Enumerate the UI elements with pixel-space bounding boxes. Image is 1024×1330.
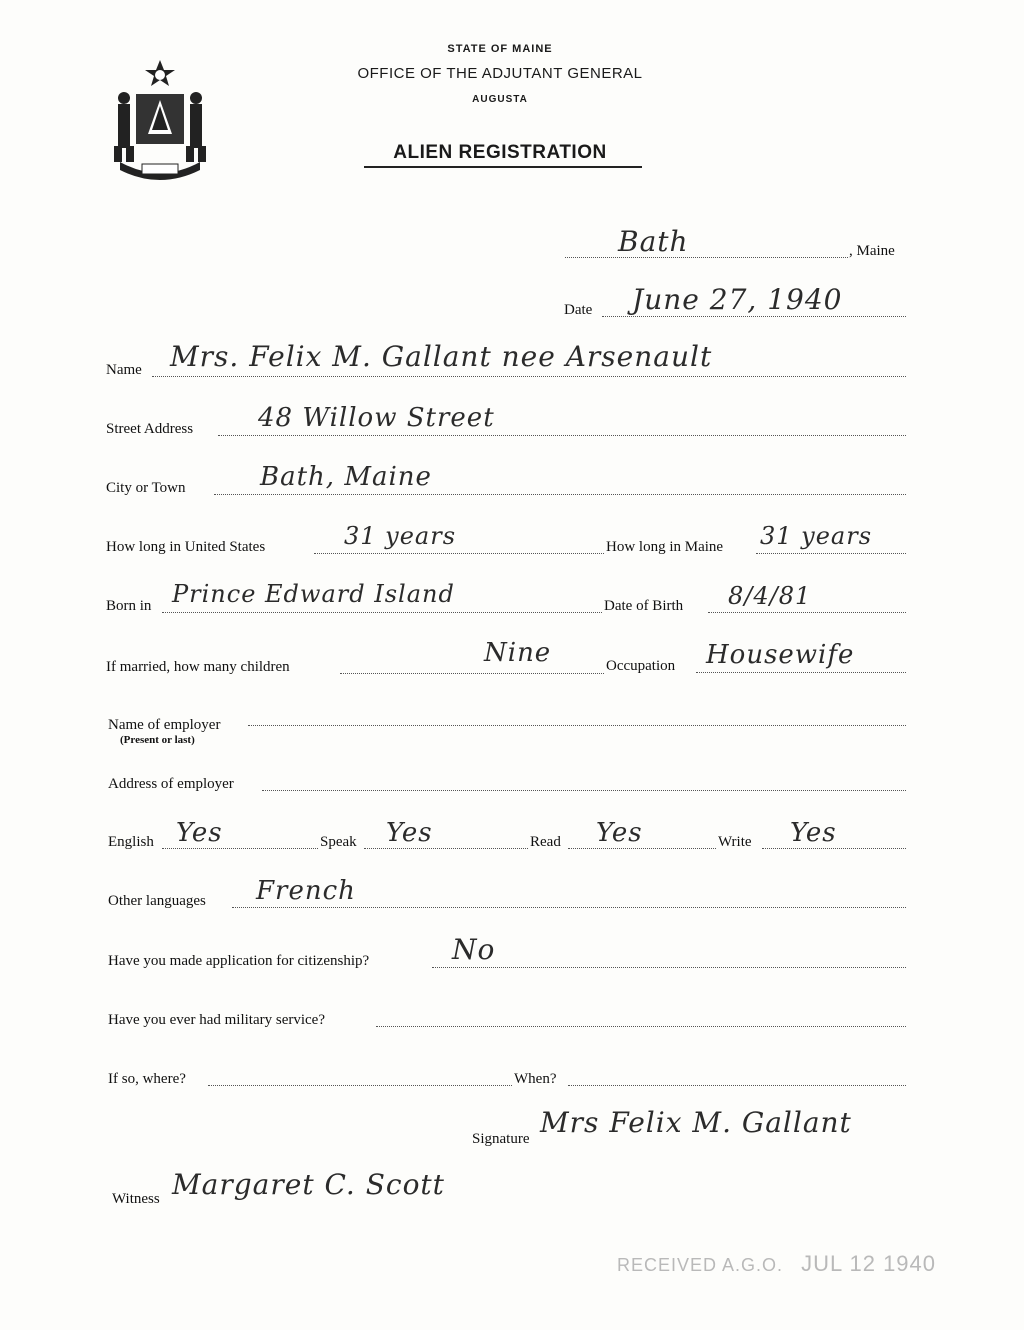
witness-label: Witness [112, 1191, 160, 1207]
name-value: Mrs. Felix M. Gallant nee Arsenault [170, 340, 713, 373]
other-languages-value: French [256, 876, 356, 906]
english-value: Yes [176, 818, 223, 848]
citizenship-label: Have you made application for citizenship? [108, 953, 370, 969]
date-label: Date [564, 302, 593, 318]
write-field-line [762, 848, 906, 849]
occupation-label: Occupation [606, 658, 676, 674]
maine-state-seal-icon [106, 58, 214, 180]
street-field-line [218, 435, 906, 436]
military-field-line [376, 1026, 906, 1027]
children-label: If married, how many children [106, 659, 290, 675]
witness-value: Margaret C. Scott [172, 1168, 445, 1201]
citizenship-value: No [452, 933, 496, 966]
employer-field-line [248, 725, 906, 726]
city-field-line [214, 494, 906, 495]
title-underline [364, 166, 642, 168]
speak-value: Yes [386, 818, 433, 848]
citizenship-field-line [432, 967, 906, 968]
employer-sublabel: (Present or last) [120, 734, 195, 746]
signature-value: Mrs Felix M. Gallant [540, 1106, 852, 1139]
military-label: Have you ever had military service? [108, 1012, 325, 1028]
born-in-label: Born in [106, 598, 152, 614]
received-stamp-date: JUL 12 1940 [801, 1251, 937, 1276]
form-title: ALIEN REGISTRATION [393, 142, 607, 163]
city-value: Bath, Maine [260, 462, 432, 492]
occupation-value: Housewife [706, 640, 855, 670]
city-label: City or Town [106, 480, 186, 496]
how-long-maine-value: 31 years [760, 522, 873, 550]
name-label: Name [106, 362, 142, 378]
children-value: Nine [484, 638, 552, 668]
speak-label: Speak [320, 834, 357, 850]
read-value: Yes [596, 818, 643, 848]
header-state: STATE OF MAINE [447, 43, 553, 55]
date-field-line [602, 316, 906, 317]
dob-field-line [708, 612, 906, 613]
when-label: When? [514, 1071, 557, 1087]
where-label: If so, where? [108, 1071, 186, 1087]
other-languages-field-line [232, 907, 906, 908]
street-value: 48 Willow Street [258, 403, 495, 433]
dob-label: Date of Birth [604, 598, 684, 614]
employer-address-label: Address of employer [108, 776, 234, 792]
place-value: Bath [618, 225, 689, 258]
write-label: Write [718, 834, 752, 850]
how-long-maine-field-line [756, 553, 906, 554]
dob-value: 8/4/81 [728, 582, 812, 610]
how-long-maine-label: How long in Maine [606, 539, 724, 555]
place-suffix-label: , Maine [849, 243, 895, 259]
speak-field-line [364, 848, 528, 849]
header-city: AUGUSTA [472, 94, 528, 105]
received-stamp-text: RECEIVED A.G.O. [617, 1255, 784, 1275]
employer-label: Name of employer [108, 717, 221, 733]
header-office: OFFICE OF THE ADJUTANT GENERAL [357, 65, 643, 82]
employer-address-field-line [262, 790, 906, 791]
born-in-field-line [162, 612, 602, 613]
signature-label: Signature [472, 1131, 530, 1147]
date-value: June 27, 1940 [632, 283, 843, 316]
when-field-line [568, 1085, 906, 1086]
how-long-us-value: 31 years [344, 522, 457, 550]
read-field-line [568, 848, 716, 849]
born-in-value: Prince Edward Island [172, 580, 455, 608]
write-value: Yes [790, 818, 837, 848]
read-label: Read [530, 834, 561, 850]
received-stamp [617, 1251, 936, 1277]
name-field-line [152, 376, 906, 377]
street-label: Street Address [106, 421, 194, 437]
place-field-line [565, 257, 848, 258]
english-field-line [162, 848, 318, 849]
english-label: English [108, 834, 154, 850]
occupation-field-line [696, 672, 906, 673]
other-languages-label: Other languages [108, 893, 206, 909]
children-field-line [340, 673, 604, 674]
how-long-us-label: How long in United States [106, 539, 266, 555]
how-long-us-field-line [314, 553, 604, 554]
where-field-line [208, 1085, 512, 1086]
